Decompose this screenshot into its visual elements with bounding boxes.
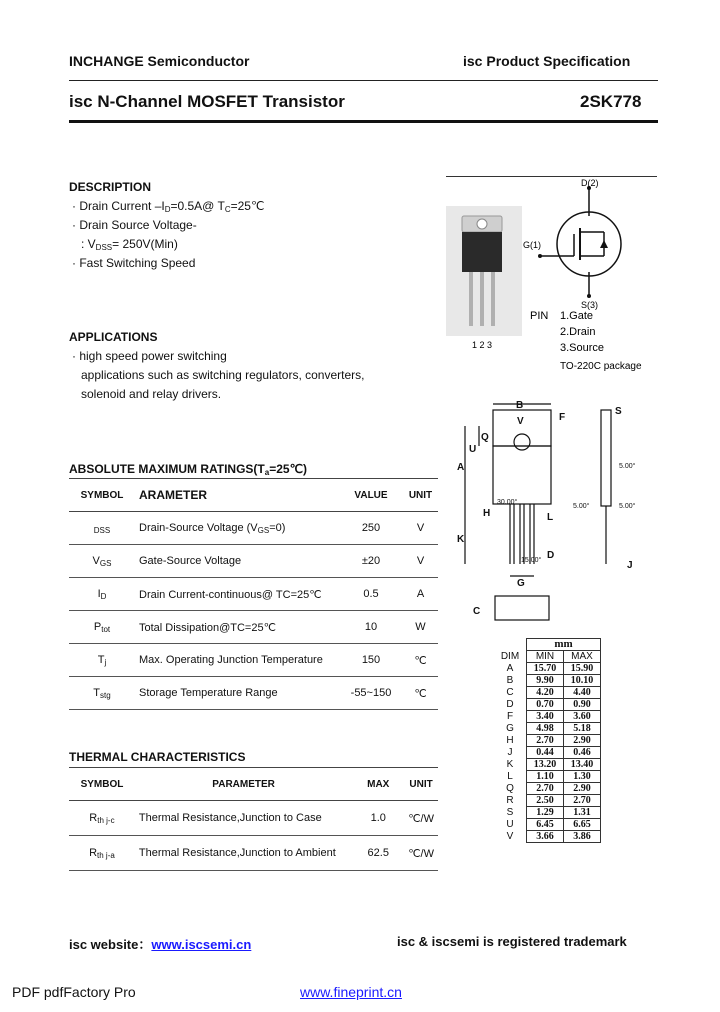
source-label: S(3) xyxy=(581,300,599,310)
description-item-speed: · Fast Switching Speed xyxy=(72,256,196,270)
dim-s-label: S xyxy=(615,406,622,417)
dim-k-label: K xyxy=(457,534,465,545)
dim-d-label: D xyxy=(547,550,555,561)
table-row: $_{DSS}$ Drain-Source Voltage $(V_{GS}=0)$ 250 V xyxy=(69,512,438,545)
dim-c-label: C xyxy=(473,606,481,617)
dim-g-label: G xyxy=(517,578,525,589)
angle-30-label: 30.00° xyxy=(497,499,518,506)
header-divider xyxy=(69,80,658,81)
dimension-row: A 15.70 15.90 xyxy=(494,663,601,675)
description-item-current: · Drain Current $-I_D=0.5A@$ $T_C=25℃$ xyxy=(72,199,265,214)
thermal-heading: THERMAL CHARACTERISTICS xyxy=(69,750,246,764)
pin-1-label: 1.Gate xyxy=(560,310,594,322)
thermal-table xyxy=(69,767,438,871)
col-max: MAX xyxy=(352,768,404,801)
description-item-voltage: · Drain Source Voltage- xyxy=(72,218,197,232)
angle-5-label: 5.00° xyxy=(619,503,636,510)
angle-15-label: 15.00° xyxy=(521,557,542,564)
package-illustration xyxy=(446,176,657,376)
table-row: $V_{GS}$ Gate-Source Voltage ±20 V xyxy=(69,545,438,578)
dimension-row: G 4.98 5.18 xyxy=(494,723,601,735)
pin-numbers: 1 2 3 xyxy=(472,340,493,350)
col-unit: UNIT xyxy=(404,768,438,801)
footer-trademark: isc & iscsemi is registered trademark xyxy=(397,934,627,949)
col-parameter: PARAMETER xyxy=(135,768,352,801)
pin-3-label: 3.Source xyxy=(560,342,605,354)
application-line: · high speed power switching xyxy=(72,349,227,363)
abs-max-table xyxy=(69,478,438,710)
dimension-row: J 0.44 0.46 xyxy=(494,747,601,759)
pin-label: PIN xyxy=(530,310,549,322)
dim-f-label: F xyxy=(559,412,566,423)
dimension-row: U 6.45 6.65 xyxy=(494,819,601,831)
spec-label: isc Product Specification xyxy=(463,53,631,69)
dimension-row: V 3.66 3.86 xyxy=(494,831,601,843)
page-title: isc N-Channel MOSFET Transistor xyxy=(69,92,345,111)
dimension-row: B 9.90 10.10 xyxy=(494,675,601,687)
table-row: $T_j$ Max. Operating Junction Temperature 150 ℃ xyxy=(69,644,438,677)
col-symbol: SYMBOL xyxy=(69,768,135,801)
description-heading: DESCRIPTION xyxy=(69,180,152,194)
table-row: $I_D$ Drain Current-continuous@ TC=25℃ 0.5 A xyxy=(69,578,438,611)
col-symbol: SYMBOL xyxy=(69,479,135,512)
gate-label: G(1) xyxy=(523,240,541,250)
footer-website: isc website：www.iscsemi.cn xyxy=(69,937,252,952)
package-label: TO-220C package xyxy=(560,361,642,372)
dimension-row: D 0.70 0.90 xyxy=(494,699,601,711)
dimension-row: L 1.10 1.30 xyxy=(494,771,601,783)
angle-5-label: 5.00° xyxy=(619,463,636,470)
dim-l-label: L xyxy=(547,512,554,523)
dim-j-label: J xyxy=(627,560,633,571)
dimension-row: F 3.40 3.60 xyxy=(494,711,601,723)
dim-h-label: H xyxy=(483,508,491,519)
pin-2-label: 2.Drain xyxy=(560,326,596,338)
outline-drawing xyxy=(455,396,655,636)
dimension-row: K 13.20 13.40 xyxy=(494,759,601,771)
website-link[interactable]: www.iscsemi.cn xyxy=(151,937,252,952)
dim-v-label: V xyxy=(517,416,524,427)
drain-label: D(2) xyxy=(581,178,599,188)
dimension-row: H 2.70 2.90 xyxy=(494,735,601,747)
dim-b-label: B xyxy=(516,400,524,411)
dim-q-label: Q xyxy=(481,432,489,443)
dimension-row: R 2.50 2.70 xyxy=(494,795,601,807)
fineprint-link[interactable]: www.fineprint.cn xyxy=(300,984,402,1000)
col-value: VALUE xyxy=(339,479,403,512)
table-row: $P_{tot}$ Total Dissipation@TC=25℃ 10 W xyxy=(69,611,438,644)
unit-label: mm xyxy=(527,639,601,651)
application-line: solenoid and relay drivers. xyxy=(81,387,222,401)
dimension-row: C 4.20 4.40 xyxy=(494,687,601,699)
title-divider xyxy=(69,120,658,123)
angle-5-label: 5.00° xyxy=(573,503,590,510)
table-row: $R_{th j-c}$ Thermal Resistance,Junction to Case 1.0 ℃/W xyxy=(69,801,438,836)
table-row: $T_{stg}$ Storage Temperature Range -55~150 ℃ xyxy=(69,677,438,710)
part-number: 2SK778 xyxy=(580,92,642,111)
applications-heading: APPLICATIONS xyxy=(69,330,158,344)
abs-max-heading: ABSOLUTE MAXIMUM $RATINGS(T_a=25℃)$ xyxy=(69,462,308,477)
table-row: $R_{th j-a}$ Thermal Resistance,Junction to Ambient 62.5 ℃/W xyxy=(69,836,438,871)
dimension-row: Q 2.70 2.90 xyxy=(494,783,601,795)
dimension-table: mm DIM MIN MAX A 15.70 15.90 B 9.90 10.10 C 4.20 4.40 D 0.70 0.90 F 3.40 3.60 G 4.98 5.18 H 2.70 2.90 J 0.44 0.46 K 13.20 13.40 L 1.10 1.30 Q 2.70 2.90 R 2.50 2.70 S 1.29 1.31 U 6.45 6.65 V 3.66 3.86 xyxy=(494,638,601,843)
dim-u-label: U xyxy=(469,444,477,455)
dimension-row: S 1.29 1.31 xyxy=(494,807,601,819)
col-unit: UNIT xyxy=(403,479,438,512)
application-line: applications such as switching regulators, converters, xyxy=(81,368,365,382)
pdf-factory-label: PDF pdfFactory Pro xyxy=(12,984,136,1000)
company-name: INCHANGE Semiconductor xyxy=(69,53,250,69)
dim-a-label: A xyxy=(457,462,465,473)
col-parameter: ARAMETER xyxy=(135,479,339,512)
description-item-vdss: : $V_{DSS}= 250V(Min)$ xyxy=(81,237,178,252)
mosfet-symbol xyxy=(557,212,621,276)
